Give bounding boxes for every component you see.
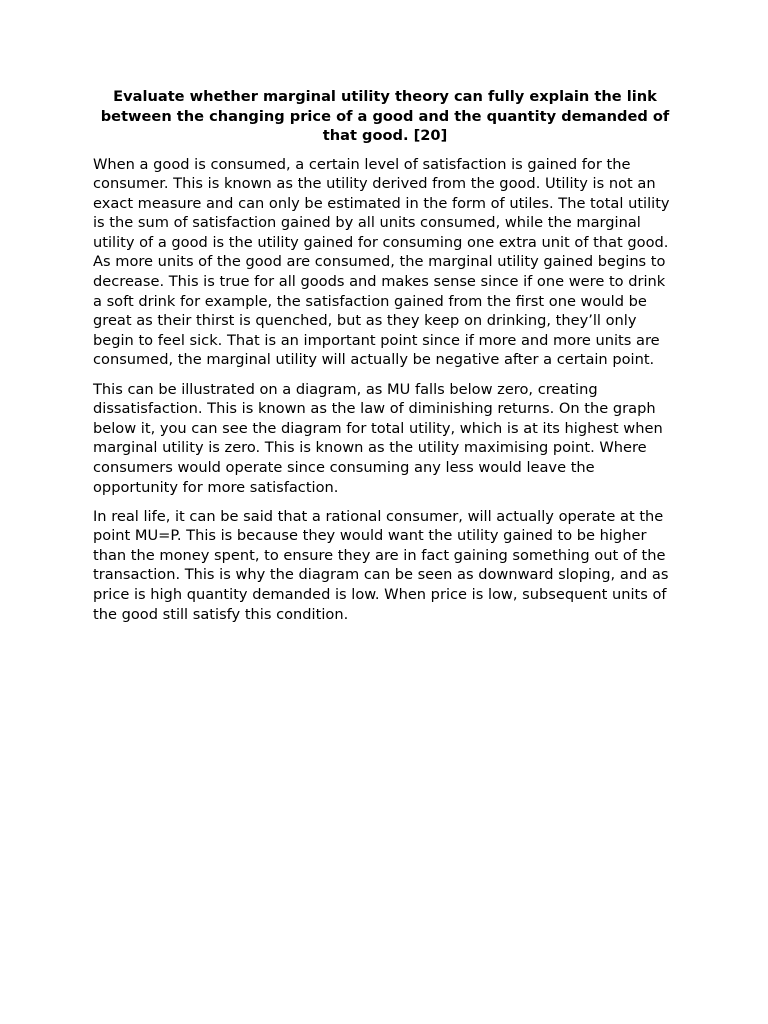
essay-title: Evaluate whether marginal utility theory can fully explain the link between the changing price of a good and the quantity demanded of that good. [20] [100,88,670,144]
paragraph-diagram-explanation: This can be illustrated on a diagram, as MU falls below zero, creating dissatisfaction. This is known as the law of diminishing returns. On the graph below it, you can see the diagram for total utility, which is at its highest when marginal utility is zero. This is known as the utility maximising point. Where consumers would operate since consuming any less would leave the opportunity for more satisfaction. [93,380,663,496]
paragraph-utility-definition: When a good is consumed, a certain level of satisfaction is gained for the consumer. This is known as the utility derived from the good. Utility is not an exact measure and can only be estimated in the form of utiles. The total utility is the sum of satisfaction gained by all units consumed, while the marginal utility of a good is the utility gained for consuming one extra unit of that good. As more units of the good are consumed, the marginal utility gained begins to decrease. This is true for all goods and makes sense since if one were to drink a soft drink for example, the satisfaction gained from the first one would be great as their thirst is quenched, but as they keep on drinking, they’ll only begin to feel sick. That is an important point since if more and more units are consumed, the marginal utility will actually be negative after a certain point. [93,155,670,369]
document-page [93,87,677,634]
paragraph-real-life: In real life, it can be said that a rational consumer, will actually operate at the point MU=P. This is because they would want the utility gained to be higher than the money spent, to ensure they are in fact gaining something out of the transaction. This is why the diagram can be seen as downward sloping, and as price is high quantity demanded is low. When price is low, subsequent units of the good still satisfy this condition. [93,507,669,623]
